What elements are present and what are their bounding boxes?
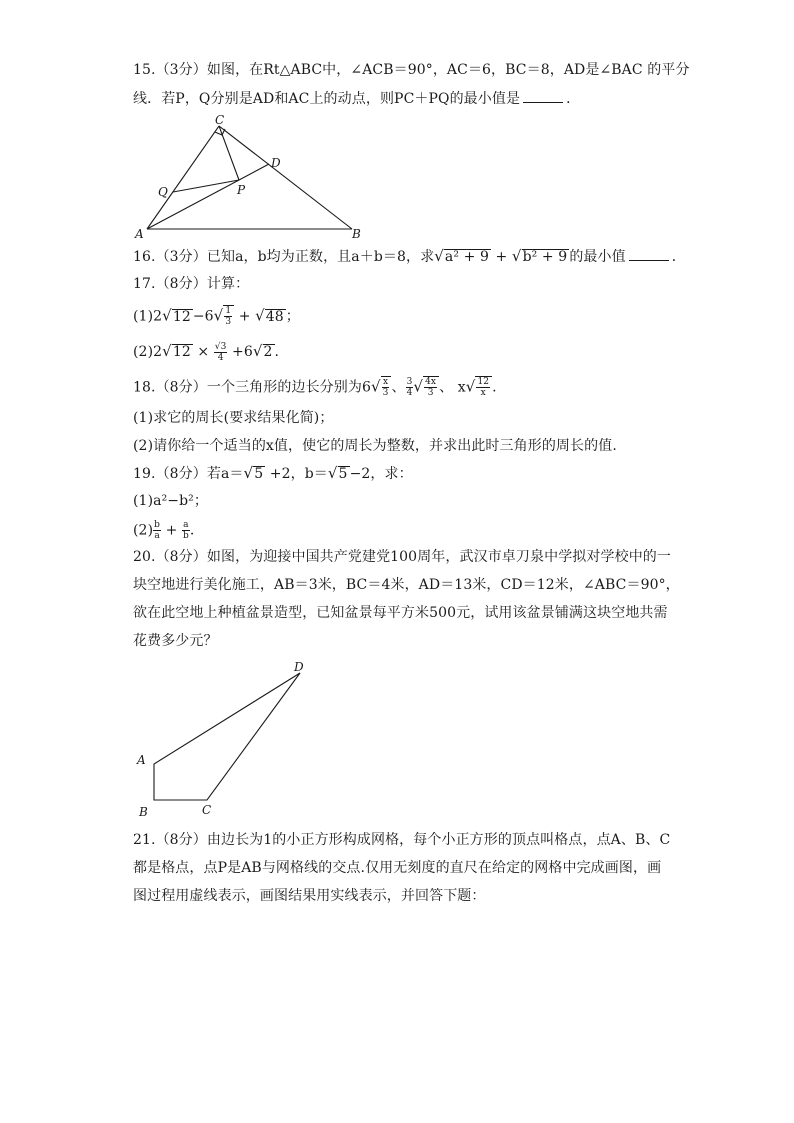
- q16-plus: +: [490, 249, 512, 265]
- q15-answer-blank: [523, 88, 563, 103]
- q17-p2-end: .: [274, 344, 280, 360]
- q18-sep-1: 、: [391, 379, 406, 396]
- q18-side3-den: x: [480, 388, 486, 398]
- q19-part-1: (1)a²−b²；: [133, 493, 208, 509]
- q17-part-1: (1)2√12 −6√ $\frac{1}{3}$ + √48 ；: [133, 306, 300, 327]
- q21-line-3: 图过程用虚线表示，画图结果用实线表示，并回答下题：: [133, 888, 486, 904]
- q18-end: .: [492, 379, 497, 396]
- q18-part-1: (1)求它的周长(要求结果化简)；: [133, 410, 334, 426]
- q19-p2-frac1-den: a: [154, 531, 160, 541]
- q17-p1-minus6: −6: [192, 308, 214, 325]
- q20-line-4: 花费多少元？: [133, 633, 218, 649]
- q19-head-c: −2，求：: [349, 466, 413, 482]
- q17-p1-frac-num: 1: [225, 306, 232, 316]
- q17-part-2: (2)2√12 × $\frac{√3}{4}$ +6√2 .: [133, 341, 280, 363]
- q19-p2-frac2-num: a: [183, 520, 189, 530]
- q20-line-3: 欲在此空地上种植盆景造型，已知盆景每平方米500元，试用该盆景铺满这块空地共需: [133, 605, 668, 621]
- q17-p2-rad-2: 2: [263, 344, 273, 360]
- q15-line-2: [133, 88, 580, 109]
- q19-p2-end: .: [189, 522, 195, 539]
- q16-answer-blank: [629, 246, 669, 261]
- q18-side2-coef-den: 4: [406, 388, 413, 398]
- q20-label-d: D: [294, 660, 304, 674]
- q19-head-b: +2，b＝: [265, 466, 328, 482]
- q18-side1-num: x: [382, 377, 389, 387]
- q18-side2-coef-num: 3: [406, 377, 413, 387]
- q15-line-1: 15.（3分）如图，在Rt△ABC中，∠ACB＝90°，AC＝6，BC＝8，AD是∠BAC 的平分: [133, 62, 690, 78]
- q20-line-2: 块空地进行美化施工，AB＝3米，BC＝4米，AD＝13米，CD＝12米，∠ABC＝90°，: [133, 577, 680, 593]
- q19-rad-a: 5: [254, 466, 264, 482]
- q15-label-d: D: [271, 156, 281, 170]
- q19-part-2: [133, 520, 194, 541]
- q17-p1-frac-den: 3: [225, 317, 232, 327]
- q17-p1-end: ；: [285, 308, 300, 325]
- q20-quadrilateral-figure: [130, 656, 320, 824]
- q17-p1-coef: (1)2: [133, 308, 163, 325]
- q15-label-c: C: [215, 113, 225, 127]
- q18-side2-num: 4x: [425, 377, 437, 387]
- q15-side-ac: [147, 126, 219, 229]
- q16-post: 的最小值: [569, 249, 626, 265]
- q18-head-text: 18.（8分）一个三角形的边长分别为6: [133, 379, 371, 396]
- q17-p1-rad-12: 12: [172, 308, 191, 325]
- q20-label-b: B: [139, 805, 148, 819]
- q15-side-cb: [219, 126, 352, 229]
- q15-label-b: B: [352, 227, 361, 240]
- q15-triangle-figure: [130, 112, 370, 240]
- q16-radical-2: b² + 9: [522, 249, 568, 265]
- q16-end: ．: [671, 249, 686, 265]
- q19-p2-frac1-num: b: [154, 520, 161, 530]
- q16-pre: 16.（3分）已知a，b均为正数，且a＋b＝8，求: [133, 249, 435, 265]
- q17-p2-rad-12: 12: [172, 344, 191, 360]
- q19-p2-frac2-den: b: [182, 531, 189, 541]
- q20-label-a: A: [137, 753, 146, 767]
- q19-heading: 19.（8分）若a＝√5 +2，b＝√5 −2，求：: [133, 464, 413, 482]
- q21-line-2: 都是格点，点P是AB与网格线的交点.仅用无刻度的直尺在给定的网格中完成画图，画: [133, 860, 662, 876]
- q20-quadrilateral-abcd: [154, 673, 300, 800]
- q20-line-1: 20.（8分）如图，为迎接中国共产党建党100周年，武汉市卓刀泉中学拟对学校中的一: [133, 549, 671, 565]
- q18-side1-den: 3: [382, 388, 389, 398]
- q17-p2-plus6: +6: [227, 344, 253, 360]
- q15-label-p: P: [237, 183, 246, 197]
- q19-p2-label: (2): [133, 522, 154, 539]
- q15-segment-qp: [173, 180, 239, 192]
- q17-p2-frac-den: 4: [217, 352, 224, 363]
- q19-p2-plus: +: [161, 522, 182, 539]
- q17-heading: 17.（8分）计算：: [133, 276, 250, 292]
- q17-p2-frac-num: √3: [214, 341, 227, 352]
- q15-label-q: Q: [158, 185, 168, 199]
- q21-line-1: 21.（8分）由边长为1的小正方形构成网格，每个小正方形的顶点叫格点，点A、B、C: [133, 832, 671, 848]
- q18-part-2: (2)请你给一个适当的x值，使它的周长为整数，并求出此时三角形的周长的值.: [133, 438, 617, 454]
- q18-heading: 18.（8分）一个三角形的边长分别为6√ $\frac{x}{3}$ 、 $\frac{3}{4}$ √ $\frac{4x}{3}$ 、 x√ $\frac{12}{x}$ .: [133, 377, 497, 398]
- q17-p1-rad-48: 48: [265, 308, 284, 325]
- q17-p2-times: ×: [192, 344, 214, 360]
- q18-side2-den: 3: [427, 388, 434, 398]
- q18-sep-2: 、 x: [439, 379, 466, 396]
- q16-line: 16.（3分）已知a，b均为正数，且a＋b＝8，求√a² + 9 + √b² + 9 的最小值 ．: [133, 247, 686, 265]
- q19-head-a: 19.（8分）若a＝: [133, 466, 244, 482]
- q16-radical-1: a² + 9: [444, 249, 489, 265]
- q15-label-a: A: [135, 227, 144, 240]
- q15-line-2-end: ．: [566, 91, 581, 107]
- q18-side3-num: 12: [477, 377, 490, 387]
- q20-label-c: C: [202, 803, 212, 817]
- q19-rad-b: 5: [338, 466, 348, 482]
- q17-p1-plus: +: [234, 308, 256, 325]
- q17-p2-coef: (2)2: [133, 344, 163, 360]
- q15-line-2-text: 线．若P，Q分别是AD和AC上的动点，则PC＋PQ的最小值是: [133, 91, 521, 107]
